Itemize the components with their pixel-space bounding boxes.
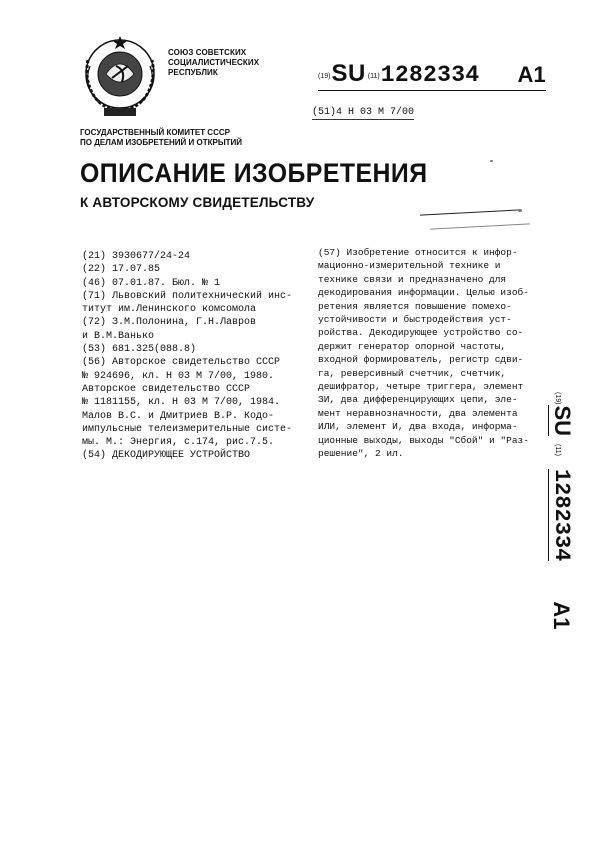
abstract-line: мент неравнозначности, два элемента	[318, 407, 518, 419]
inid-code-19: (19)	[318, 73, 331, 80]
patent-number: 1282334	[380, 62, 480, 88]
abstract-line: технике связи и предназначено для	[318, 273, 507, 285]
biblio-line: титут им.Ленинского комсомола	[82, 304, 257, 316]
scan-speck	[518, 209, 522, 212]
biblio-line: (46) 07.01.87. Бюл. № 1	[82, 277, 221, 289]
org-line: СОЦИАЛИСТИЧЕСКИХ	[168, 58, 260, 67]
biblio-line: № 1181155, кл. Н 03 М 7/00, 1984.	[82, 397, 281, 409]
side-country-code: SU	[550, 405, 575, 437]
abstract-line: дешифратор, четыре триггера, элемент	[318, 381, 524, 393]
country-code: SU	[331, 60, 366, 87]
abstract-line: ройства. Декодирующее устройство со-	[318, 327, 524, 339]
org-line: СОЮЗ СОВЕТСКИХ	[168, 48, 247, 57]
abstract-line: (57) Изобретение относится к инфор-	[318, 247, 518, 258]
document-subtitle: К АВТОРСКОМУ СВИДЕТЕЛЬСТВУ	[80, 195, 315, 210]
biblio-line: (71) Львовский политехнический инс-	[82, 290, 293, 302]
scan-rule	[430, 223, 530, 229]
side-inid-code-19: (19)	[554, 392, 561, 405]
committee-line: ГОСУДАРСТВЕННЫЙ КОМИТЕТ СССР	[80, 128, 230, 137]
side-patent-number	[548, 392, 578, 682]
scan-rule	[420, 209, 520, 215]
biblio-line: Малов В.С. и Дмитриев В.Р. Кодо-	[82, 410, 275, 422]
abstract-line: ЗИ, два дифференцирующих цепи, эле-	[318, 394, 518, 406]
biblio-line: № 924696, кл. Н 03 М 7/00, 1980.	[82, 370, 275, 382]
abstract	[318, 246, 529, 461]
ipc-classification: (51)4 Н 03 М 7/00	[312, 107, 415, 118]
state-emblem-icon	[76, 30, 164, 120]
side-patent-number-value: 1282334	[549, 468, 574, 562]
biblio-line: (54) ДЕКОДИРУЮЩЕЕ УСТРОЙСТВО	[82, 450, 251, 462]
abstract-line: решение", 2 ил.	[318, 448, 404, 460]
abstract-line: входной формирователь, регистр сдви-	[318, 354, 524, 366]
biblio-line: (21) 3930677/24-24	[82, 251, 191, 262]
abstract-line: ИЛИ, элемент И, два входа, информа-	[318, 421, 518, 433]
biblio-line: и В.М.Ванько	[82, 330, 155, 342]
committee-line: ПО ДЕЛАМ ИЗОБРЕТЕНИЙ И ОТКРЫТИЙ	[80, 138, 243, 147]
abstract-line: ционные выходы, выходы "Сбой" и "Раз-	[318, 434, 529, 446]
document-title: ОПИСАНИЕ ИЗОБРЕТЕНИЯ	[80, 158, 428, 188]
abstract-line: держит генератор опорной частоты,	[318, 340, 507, 352]
side-kind-code: A1	[549, 601, 574, 630]
patent-number-block	[318, 58, 546, 91]
issuing-country-block	[168, 48, 259, 78]
committee-block	[80, 128, 242, 148]
abstract-line: декодирования информации. Целью изоб-	[318, 287, 529, 299]
biblio-line: (56) Авторское свидетельство СССР	[82, 357, 281, 369]
biblio-line: (22) 17.07.85	[82, 264, 161, 276]
side-inid-code-11: (11)	[554, 444, 561, 456]
biblio-line: (53) 681.325(088.8)	[82, 344, 197, 356]
scan-speck	[490, 160, 493, 162]
biblio-line: импульсные телеизмерительные систе-	[82, 423, 293, 435]
biblio-line: (72) З.М.Полонина, Г.Н.Лавров	[82, 317, 257, 329]
biblio-line: мы. М.: Энергия, с.174, рис.7.5.	[82, 437, 275, 449]
abstract-line: мационно-измерительной технике и	[318, 260, 501, 272]
abstract-line: га, реверсивный счетчик, счетчик,	[318, 367, 507, 379]
kind-code: A1	[517, 62, 546, 87]
abstract-line: устойчивости и быстродействия уст-	[318, 314, 512, 326]
biblio-line: Авторское свидетельство СССР	[82, 383, 251, 395]
org-line: РЕСПУБЛИК	[168, 68, 218, 77]
bibliographic-data	[82, 250, 292, 463]
abstract-line: ретения является повышение помехо-	[318, 300, 512, 312]
inid-code-11: (11)	[367, 73, 380, 80]
